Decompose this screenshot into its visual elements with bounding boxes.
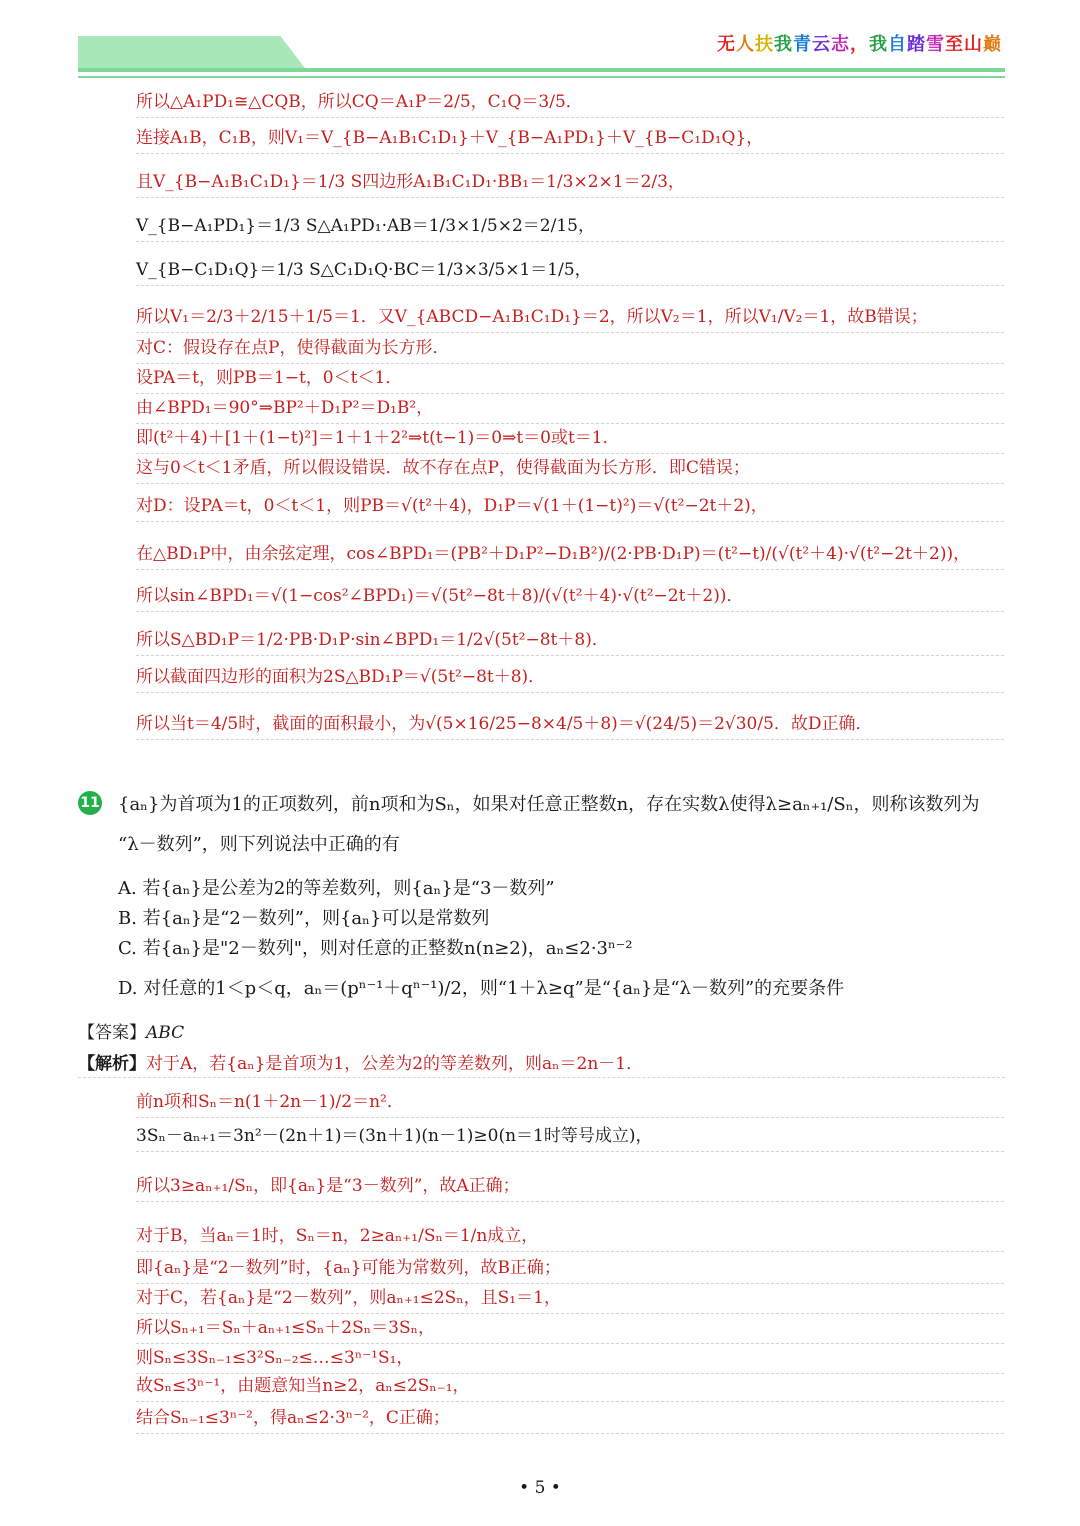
solution-line: 对C：假设存在点P，使得截面为长方形． bbox=[136, 336, 1004, 364]
analysis-line: 对于C，若{aₙ}是“2－数列”，则aₙ₊₁≤2Sₙ，且S₁＝1， bbox=[136, 1286, 1004, 1314]
solution-line: 由∠BPD₁＝90°⇒BP²＋D₁P²＝D₁B²， bbox=[136, 396, 1004, 424]
analysis-label: 【解析】 bbox=[78, 1054, 146, 1074]
analysis-line: 故Sₙ≤3ⁿ⁻¹，由题意知当n≥2，aₙ≤2Sₙ₋₁， bbox=[136, 1376, 1004, 1402]
solution-line: 所以S△BD₁P＝1/2·PB·D₁P·sin∠BPD₁＝1/2√(5t²−8t＋8)． bbox=[136, 614, 1004, 656]
solution-line: 对D：设PA＝t，0＜t＜1，则PB＝√(t²＋4)，D₁P＝√(1＋(1−t)²)＝√(t²−2t＋2)， bbox=[136, 486, 1004, 522]
answer-value: ABC bbox=[146, 1023, 185, 1043]
header-rule bbox=[78, 68, 1005, 72]
solution-line: 所以sin∠BPD₁＝√(1−cos²∠BPD₁)＝√(5t²−8t＋8)/(√(t²＋4)·√(t²−2t＋2))． bbox=[136, 572, 1004, 612]
analysis-first-text: 对于A，若{aₙ}是首项为1，公差为2的等差数列，则aₙ＝2n－1． bbox=[146, 1054, 644, 1074]
analysis-line: 3Sₙ－aₙ₊₁＝3n²－(2n＋1)＝(3n＋1)(n－1)≥0(n＝1时等号成立)， bbox=[136, 1120, 1004, 1152]
solution-line: 所以当t＝4/5时，截面的面积最小，为√(5×16/25−8×4/5＋8)＝√(24/5)＝2√30/5．故D正确． bbox=[136, 696, 1004, 740]
solution-line: 所以截面四边形的面积为2S△BD₁P＝√(5t²−8t＋8)． bbox=[136, 659, 1004, 693]
header-slogan bbox=[717, 30, 1002, 56]
option-a: A. 若{aₙ}是公差为2的等差数列，则{aₙ}是“3－数列” bbox=[118, 878, 555, 899]
solution-line: 所以V₁＝2/3＋2/15＋1/5＝1．又V_{ABCD−A₁B₁C₁D₁}＝2，所以V₂＝1，所以V₁/V₂＝1，故B错误； bbox=[136, 287, 1004, 333]
analysis-line: 所以Sₙ₊₁＝Sₙ＋aₙ₊₁≤Sₙ＋2Sₙ＝3Sₙ， bbox=[136, 1316, 1004, 1344]
question-number-badge: 11 bbox=[78, 791, 102, 815]
answer-row bbox=[78, 1018, 184, 1043]
option-b: B. 若{aₙ}是“2－数列”，则{aₙ}可以是常数列 bbox=[118, 908, 490, 929]
option-c: C. 若{aₙ}是"2－数列"，则对任意的正整数n(n≥2)，aₙ≤2·3ⁿ⁻² bbox=[118, 938, 633, 959]
slogan-part2: 我自踏雪至山巅 bbox=[869, 34, 1002, 55]
solution-line: V_{B−C₁D₁Q}＝1/3 S△C₁D₁Q·BC＝1/3×3/5×1＝1/5， bbox=[136, 244, 1004, 286]
analysis-line: 所以3≥aₙ₊₁/Sₙ，即{aₙ}是“3－数列”，故A正确； bbox=[136, 1154, 1004, 1202]
solution-line: V_{B−A₁PD₁}＝1/3 S△A₁PD₁·AB＝1/3×1/5×2＝2/15， bbox=[136, 200, 1004, 242]
solution-line: 在△BD₁P中，由余弦定理，cos∠BPD₁＝(PB²＋D₁P²−D₁B²)/(2·PB·D₁P)＝(t²−t)/(√(t²＋4)·√(t²−2t＋2))， bbox=[136, 524, 1004, 570]
question-text-line2: “λ－数列”，则下列说法中正确的有 bbox=[118, 834, 400, 855]
analysis-line: 结合Sₙ₋₁≤3ⁿ⁻²，得aₙ≤2·3ⁿ⁻²，C正确； bbox=[136, 1404, 1004, 1434]
solution-line: 这与0＜t＜1矛盾，所以假设错误．故不存在点P，使得截面为长方形．即C错误； bbox=[136, 456, 1004, 484]
header-band bbox=[78, 36, 308, 72]
solution-line: 且V_{B−A₁B₁C₁D₁}＝1/3 S四边形A₁B₁C₁D₁·BB₁＝1/3×2×1＝2/3， bbox=[136, 156, 1004, 198]
analysis-line: 则Sₙ≤3Sₙ₋₁≤3²Sₙ₋₂≤…≤3ⁿ⁻¹S₁， bbox=[136, 1346, 1004, 1374]
analysis-line: 对于B，当aₙ＝1时，Sₙ＝n，2≥aₙ₊₁/Sₙ＝1/n成立， bbox=[136, 1204, 1004, 1252]
page-number: • 5 • bbox=[519, 1478, 561, 1498]
analysis-line: 前n项和Sₙ＝n(1＋2n－1)/2＝n²． bbox=[136, 1080, 1004, 1118]
solution-line: 设PA＝t，则PB＝1−t，0＜t＜1． bbox=[136, 366, 1004, 394]
slogan-part1: 无人扶我青云志， bbox=[717, 34, 869, 55]
option-d: D. 对任意的1＜p＜q，aₙ＝(pⁿ⁻¹＋qⁿ⁻¹)/2，则“1＋λ≥q”是“{aₙ}是“λ－数列”的充要条件 bbox=[118, 978, 845, 999]
solution-line: 连接A₁B，C₁B，则V₁＝V_{B−A₁B₁C₁D₁}＋V_{B−A₁PD₁}＋V_{B−C₁D₁Q}， bbox=[136, 120, 1004, 154]
solution-line: 即(t²＋4)＋[1＋(1−t)²]＝1＋1＋2²⇒t(t−1)＝0⇒t＝0或t＝1． bbox=[136, 426, 1004, 454]
answer-label: 【答案】 bbox=[78, 1023, 146, 1043]
solution-line: 所以△A₁PD₁≅△CQB，所以CQ＝A₁P＝2/5，C₁Q＝3/5． bbox=[136, 84, 1004, 118]
analysis-first-line bbox=[78, 1049, 1005, 1078]
question-text-line1: {aₙ}为首项为1的正项数列，前n项和为Sₙ，如果对任意正整数n，存在实数λ使得λ≥aₙ₊₁/Sₙ，则称该数列为 bbox=[118, 794, 980, 815]
analysis-line: 即{aₙ}是“2－数列”时，{aₙ}可能为常数列，故B正确； bbox=[136, 1254, 1004, 1284]
header-rule-thin bbox=[78, 76, 1005, 78]
